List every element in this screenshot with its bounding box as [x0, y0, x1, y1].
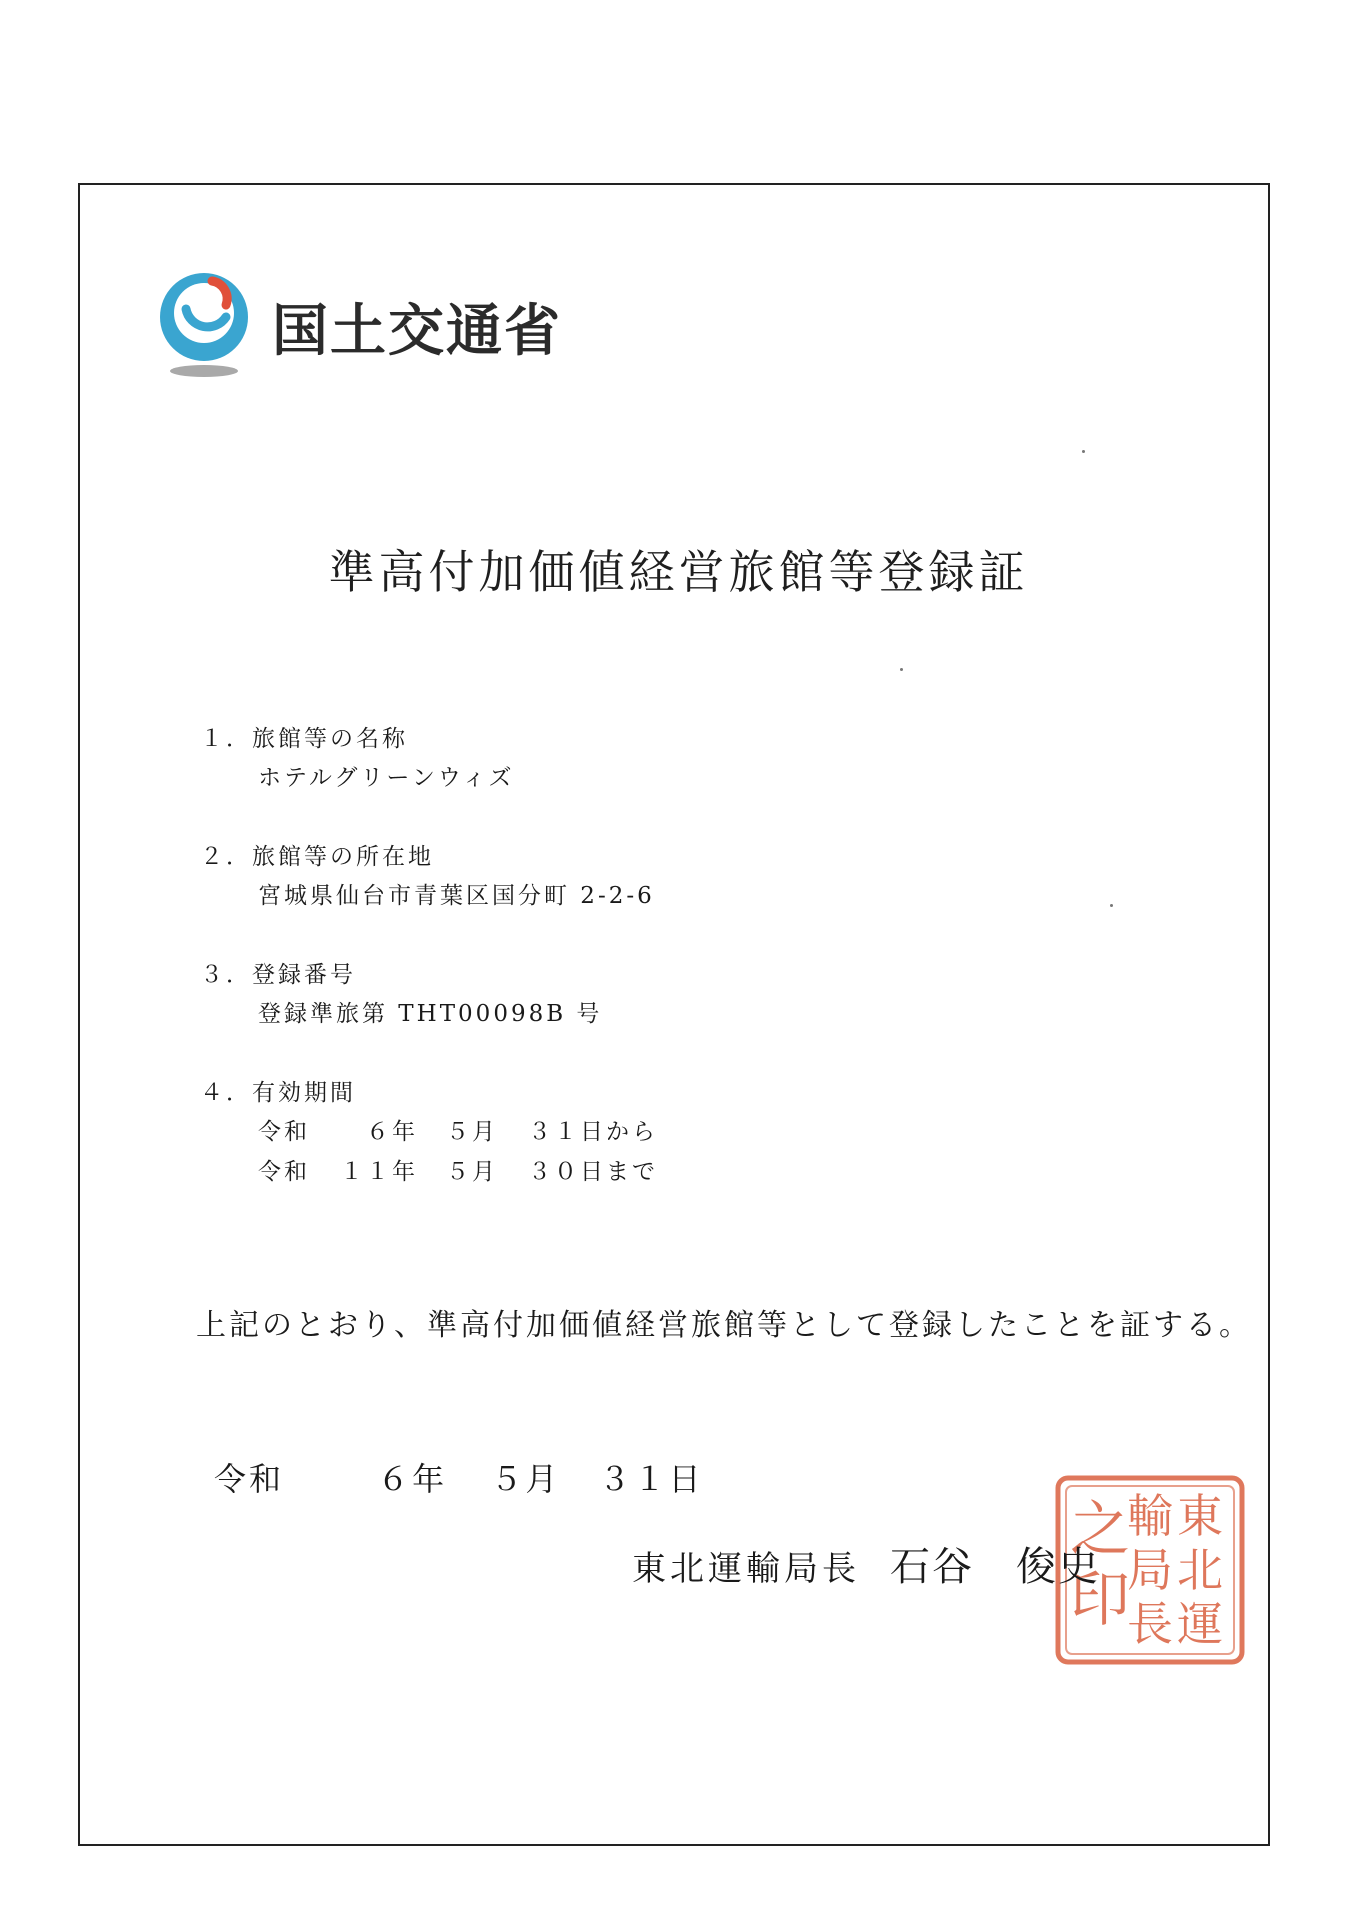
issuer [632, 1535, 1100, 1592]
seal-character: 運 [1177, 1597, 1223, 1651]
issue-date-year: ６年 [377, 1460, 448, 1498]
item-value: ホテルグリーンウィズ [258, 765, 515, 791]
period-to-year: １１年 [340, 1159, 418, 1185]
certification-statement: 上記のとおり、準高付加価値経営旅館等として登録したことを証する。 [196, 1308, 1252, 1343]
period-from-month: ５月 [446, 1119, 498, 1145]
scan-speck [1110, 904, 1113, 907]
scan-speck [1082, 450, 1085, 453]
item-value: 宮城県仙台市青葉区国分町 2-2-6 [258, 883, 655, 909]
item-label: ３．登録番号 [200, 962, 356, 988]
period-to-day: ３０日まで [528, 1159, 658, 1185]
issue-date [214, 1454, 704, 1500]
issue-date-month: ５月 [490, 1460, 561, 1498]
item-name [200, 720, 515, 798]
period-from-era: 令和 [258, 1119, 310, 1145]
scan-speck [900, 668, 903, 671]
period-to [200, 1152, 658, 1192]
item-label: ２．旅館等の所在地 [200, 844, 434, 870]
period-to-era: 令和 [258, 1159, 310, 1185]
seal-character: 長 [1127, 1597, 1173, 1651]
item-value: 登録準旅第 THT00098B 号 [258, 1001, 603, 1027]
ministry-emblem-icon [152, 265, 262, 385]
seal-character: 印 [1070, 1565, 1130, 1635]
item-registration-number [200, 956, 602, 1034]
seal-character: 北 [1177, 1543, 1223, 1597]
seal-character: 輸 [1127, 1489, 1173, 1543]
item-label: １．旅館等の名称 [200, 726, 408, 752]
seal-character: 東 [1177, 1489, 1223, 1543]
item-validity-period [200, 1074, 658, 1192]
seal-character: 局 [1127, 1543, 1173, 1597]
period-from-year: ６年 [366, 1119, 418, 1145]
period-from-day: ３１日から [528, 1119, 658, 1145]
seal-character: 之 [1070, 1495, 1130, 1565]
item-address [200, 838, 655, 916]
issuer-name: 石谷 俊史 [890, 1544, 1100, 1590]
item-label: ４．有効期間 [200, 1080, 356, 1106]
issue-date-era: 令和 [214, 1460, 285, 1498]
period-to-month: ５月 [446, 1159, 498, 1185]
certificate-title: 準高付加価値経営旅館等登録証 [328, 545, 1029, 599]
ministry-name: 国土交通省 [272, 299, 562, 364]
period-from [200, 1112, 658, 1152]
issuer-title: 東北運輸局長 [632, 1549, 860, 1589]
issue-date-day: ３１日 [598, 1460, 704, 1498]
ministry-logo [152, 265, 572, 385]
